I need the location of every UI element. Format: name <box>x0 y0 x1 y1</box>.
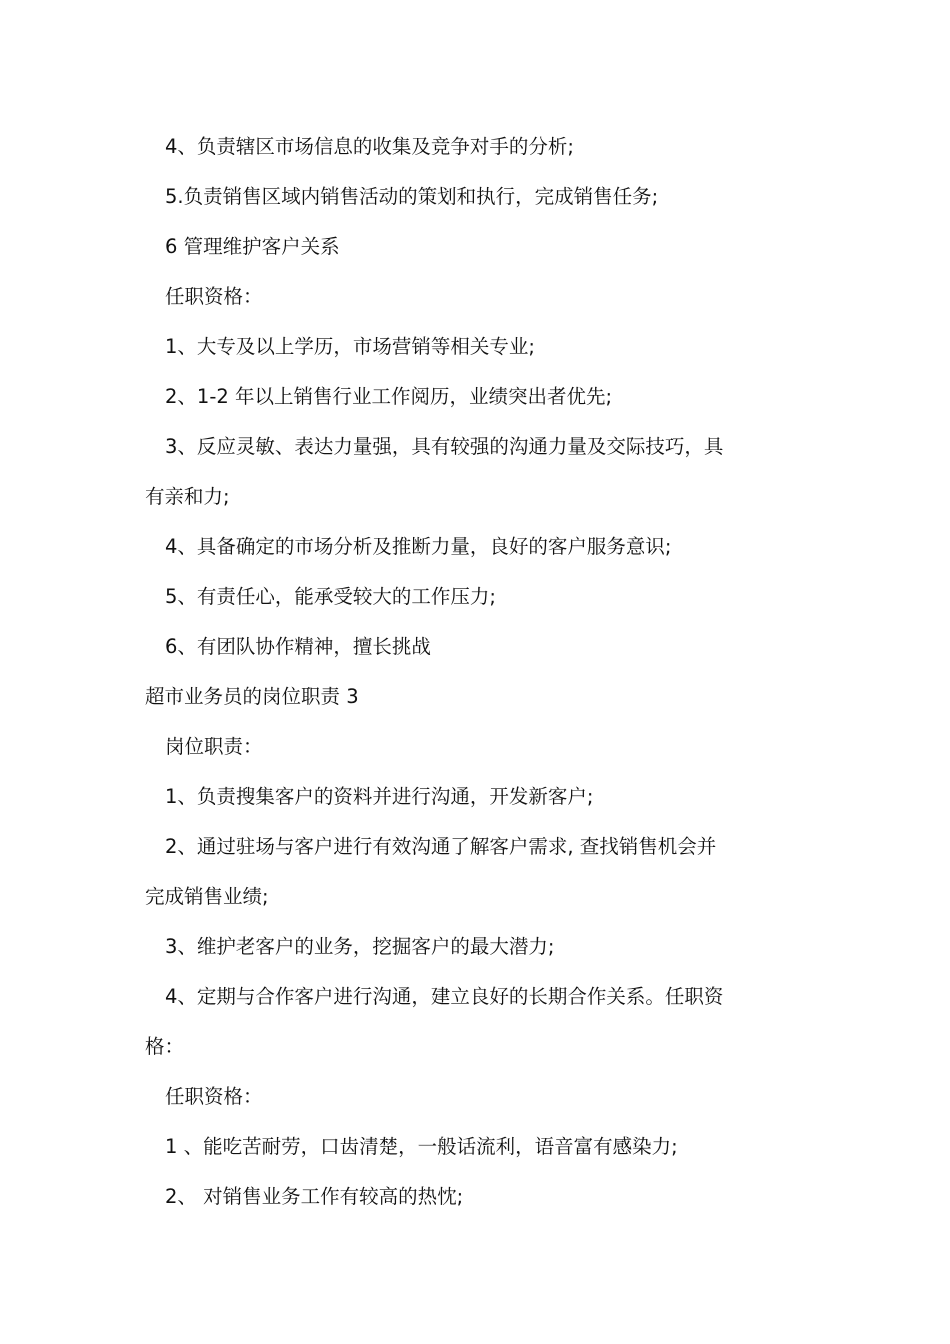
document-body <box>145 128 810 1228</box>
text-line: 4、具备确定的市场分析及推断力量，良好的客户服务意识; <box>165 535 672 558</box>
text-line: 6 管理维护客户关系 <box>165 235 340 258</box>
text-line: 1、大专及以上学历，市场营销等相关专业; <box>165 335 535 358</box>
section-heading: 任职资格： <box>165 285 263 308</box>
text-line: 1 、能吃苦耐劳，口齿清楚，一般话流利，语音富有感染力; <box>165 1135 678 1158</box>
section-heading: 任职资格： <box>165 1085 263 1108</box>
text-line: 1、负责搜集客户的资料并进行沟通，开发新客户; <box>165 785 594 808</box>
text-line: 6、有团队协作精神，擅长挑战 <box>165 635 431 658</box>
text-line: 2、通过驻场与客户进行有效沟通了解客户需求, 查找销售机会并 <box>165 835 717 858</box>
text-line: 2、1-2 年以上销售行业工作阅历，业绩突出者优先; <box>165 385 613 408</box>
text-line: 4、定期与合作客户进行沟通，建立良好的长期合作关系。任职资 <box>165 985 724 1008</box>
text-line-continuation: 完成销售业绩; <box>145 885 269 908</box>
text-line: 3、维护老客户的业务，挖掘客户的最大潜力; <box>165 935 555 958</box>
text-line: 4、负责辖区市场信息的收集及竞争对手的分析; <box>165 135 574 158</box>
text-line: 5.负责销售区域内销售活动的策划和执行，完成销售任务; <box>165 185 659 208</box>
text-line: 3、反应灵敏、表达力量强，具有较强的沟通力量及交际技巧，具 <box>165 435 724 458</box>
section-heading: 岗位职责： <box>165 735 263 758</box>
text-line-continuation: 有亲和力; <box>145 485 230 508</box>
text-line: 5、有责任心，能承受较大的工作压力; <box>165 585 496 608</box>
text-line: 2、 对销售业务工作有较高的热忱; <box>165 1185 464 1208</box>
document-title: 超市业务员的岗位职责 3 <box>145 685 359 708</box>
text-line-continuation: 格： <box>145 1035 185 1058</box>
